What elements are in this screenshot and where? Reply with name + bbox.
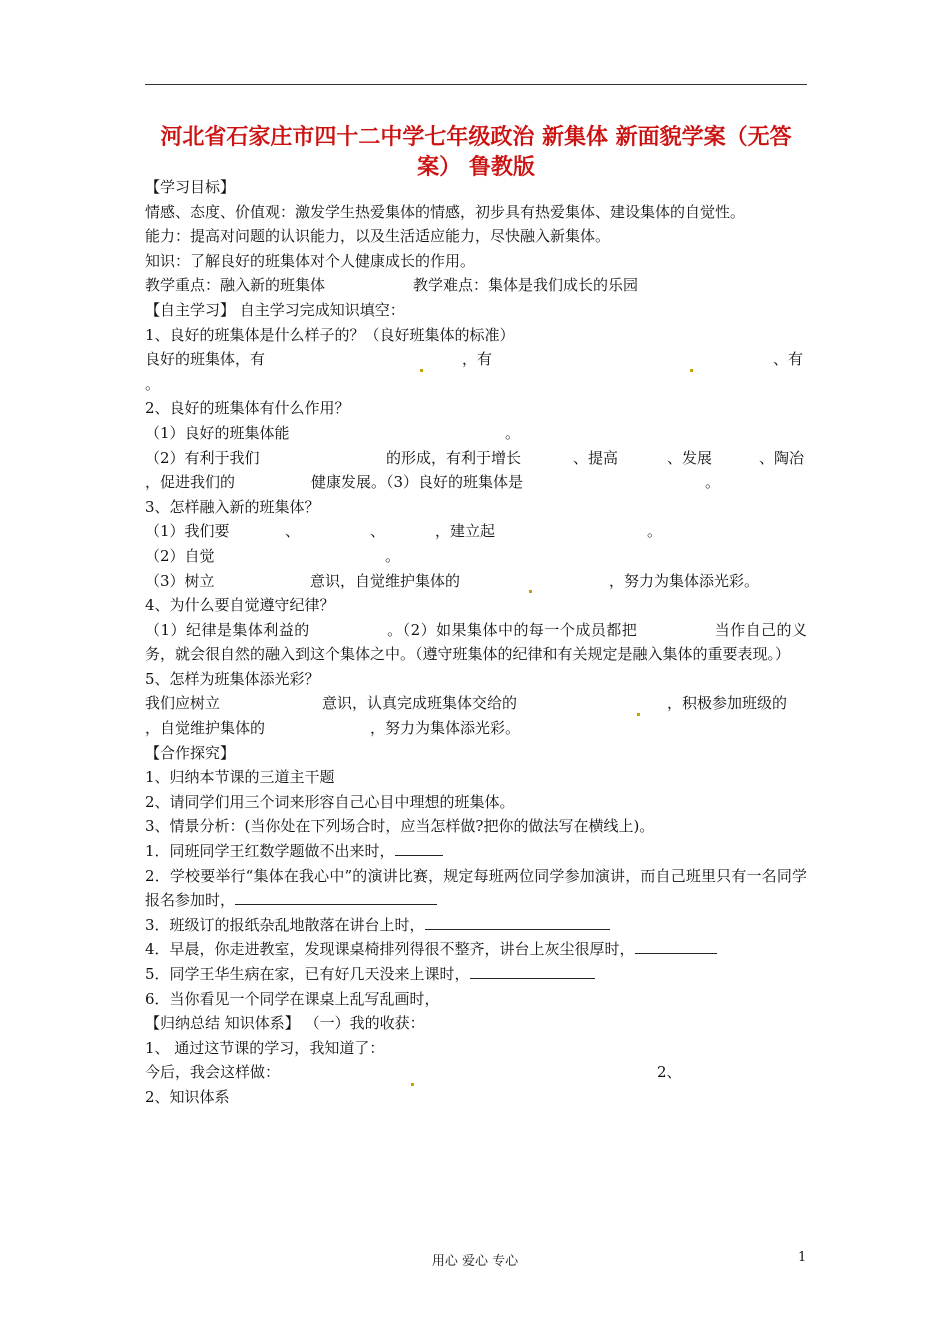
q3-3-text-b: 意识，自觉维护集体的 bbox=[310, 571, 461, 590]
q2-1-text-b: 。 bbox=[505, 423, 521, 442]
q3-1-text-b: 、 bbox=[285, 522, 301, 541]
q1-text-a: 良好的班集体，有 bbox=[145, 350, 266, 369]
key-points-line bbox=[145, 273, 807, 298]
scenario-5-text: 5．同学王华生病在家，已有好几天没来上课时， bbox=[145, 965, 470, 983]
q3-item-1 bbox=[145, 519, 807, 544]
answer-blank[interactable] bbox=[395, 840, 443, 856]
scenario-4 bbox=[145, 937, 807, 962]
scenario-3 bbox=[145, 913, 807, 938]
question-4: 4、为什么要自觉遵守纪律？ bbox=[145, 596, 335, 615]
q5-text-e: ，努力为集体添光彩。 bbox=[370, 719, 521, 738]
harvest-1: 1、 通过这节课的学习，我知道了： bbox=[145, 1038, 385, 1057]
scenario-2-text: 2．学校要举行“集体在我心中”的演讲比赛，规定每班两位同学参加演讲，而自己班里只有一名同学报名参加时， bbox=[145, 866, 807, 910]
q2-item-2 bbox=[145, 446, 807, 471]
q3-item-2 bbox=[145, 544, 807, 569]
section-heading-self-study: 【自主学习】 bbox=[145, 300, 236, 319]
harvest-2-text-a: 今后，我会这样做： bbox=[145, 1063, 281, 1082]
scenario-6: 6．当你看见一个同学在课桌上乱写乱画时， bbox=[145, 989, 440, 1008]
key-point: 教学重点：融入新的班集体 bbox=[145, 276, 326, 295]
q2-item-1 bbox=[145, 421, 807, 446]
scenario-1 bbox=[145, 839, 807, 864]
scenario-2 bbox=[145, 864, 807, 913]
q3-3-text-a: （3）树立 bbox=[145, 571, 215, 590]
q3-2-text-b: 。 bbox=[385, 546, 401, 565]
header-rule bbox=[145, 84, 807, 85]
goal-knowledge: 知识：了解良好的班集体对个人健康成长的作用。 bbox=[145, 251, 476, 270]
question-2: 2、良好的班集体有什么作用？ bbox=[145, 399, 350, 418]
q2-2-text-b: 的形成，有利于增长 bbox=[386, 448, 522, 467]
footer-motto: 用心 爱心 专心 bbox=[431, 1254, 519, 1269]
cooperation-item-1: 1、归纳本节课的三道主干题 bbox=[145, 768, 335, 787]
q3-item-3 bbox=[145, 569, 807, 594]
q5-text-d: ，自觉维护集体的 bbox=[145, 719, 266, 738]
q1-text-b: ，有 bbox=[462, 350, 493, 369]
q2-3-text-c: 。 bbox=[705, 473, 721, 492]
q3-1-text-a: （1）我们要 bbox=[145, 522, 230, 541]
goal-emotion: 情感、态度、价值观：激发学生热爱集体的情感，初步具有热爱集体、建设集体的自觉性。 bbox=[145, 202, 746, 221]
knowledge-system: 2、知识体系 bbox=[145, 1087, 230, 1106]
scenario-5 bbox=[145, 962, 807, 987]
q2-2-text-a: （2）有利于我们 bbox=[145, 448, 260, 467]
section-heading-cooperation: 【合作探究】 bbox=[145, 743, 236, 762]
q2-2-text-c: 、提高 bbox=[573, 448, 619, 467]
q2-2-text-d: 、发展 bbox=[667, 448, 713, 467]
q2-2-text-e: 、陶冶 bbox=[759, 448, 805, 467]
q4-answer-text: （1）纪律是集体利益的 。（2）如果集体中的每一个成员都把 当作自己的义务，就会很自然的融入到这个集体之中。（遵守班集体的纪律和有关规定是融入集体的重要表现。） bbox=[145, 620, 807, 664]
question-1: 1、良好的班集体是什么样子的？（良好班集体的标准） bbox=[145, 325, 515, 344]
cooperation-item-3: 3、情景分析：(当你处在下列场合时，应当怎样做?把你的做法写在横线上)。 bbox=[145, 817, 655, 836]
q2-1-text-a: （1）良好的班集体能 bbox=[145, 423, 290, 442]
q2-3-text-b: 健康发展。（3）良好的班集体是 bbox=[311, 473, 524, 492]
q1-end: 。 bbox=[145, 374, 161, 393]
harvest-2-text-b: 2、 bbox=[657, 1063, 682, 1082]
q3-2-text-a: （2）自觉 bbox=[145, 546, 215, 565]
q3-3-text-c: ，努力为集体添光彩。 bbox=[609, 571, 760, 590]
q5-line-2 bbox=[145, 716, 807, 741]
answer-blank[interactable] bbox=[470, 963, 595, 979]
document-body bbox=[145, 175, 807, 1110]
q2-item-3 bbox=[145, 470, 807, 495]
answer-blank[interactable] bbox=[635, 938, 717, 954]
section-heading-goals: 【学习目标】 bbox=[145, 178, 236, 196]
answer-blank[interactable] bbox=[235, 889, 437, 905]
q3-1-text-c: 、 bbox=[370, 522, 386, 541]
harvest-2 bbox=[145, 1060, 807, 1085]
scenario-1-text: 1．同班同学王红数学题做不出来时， bbox=[145, 842, 395, 861]
q1-text-c: 、有 bbox=[773, 350, 804, 369]
scenario-4-text: 4．早晨，你走进教室，发现课桌椅排列得很不整齐，讲台上灰尘很厚时， bbox=[145, 940, 635, 959]
q5-text-b: 意识，认真完成班集体交给的 bbox=[322, 694, 518, 713]
q3-1-text-e: 。 bbox=[647, 522, 663, 541]
difficulty-point: 教学难点：集体是我们成长的乐园 bbox=[413, 276, 639, 295]
answer-blank[interactable] bbox=[425, 914, 610, 930]
goal-ability: 能力：提高对问题的认识能力，以及生活适应能力，尽快融入新集体。 bbox=[145, 227, 611, 246]
q3-1-text-d: ，建立起 bbox=[435, 522, 496, 541]
question-5: 5、怎样为班集体添光彩？ bbox=[145, 669, 320, 688]
summary-subheading: （一）我的收获： bbox=[304, 1014, 425, 1033]
section-heading-summary: 【归纳总结 知识体系】 bbox=[145, 1014, 300, 1033]
page-number: 1 bbox=[798, 1250, 807, 1265]
scenario-3-text: 3．班级订的报纸杂乱地散落在讲台上时， bbox=[145, 915, 425, 934]
q2-3-text-a: ，促进我们的 bbox=[145, 473, 236, 492]
self-study-instruction: 自主学习完成知识填空： bbox=[239, 300, 405, 319]
self-study-line bbox=[145, 298, 807, 323]
q5-text-c: ，积极参加班级的 bbox=[667, 694, 788, 713]
q5-text-a: 我们应树立 bbox=[145, 694, 221, 713]
q5-line-1 bbox=[145, 691, 807, 716]
summary-line bbox=[145, 1011, 807, 1036]
question-3: 3、怎样融入新的班集体？ bbox=[145, 497, 320, 516]
q1-fill-line bbox=[145, 347, 807, 372]
cooperation-item-2: 2、请同学们用三个词来形容自己心目中理想的班集体。 bbox=[145, 792, 515, 811]
page-title: 河北省石家庄市四十二中学七年级政治 新集体 新面貌学案（无答案） 鲁教版 bbox=[160, 124, 792, 180]
